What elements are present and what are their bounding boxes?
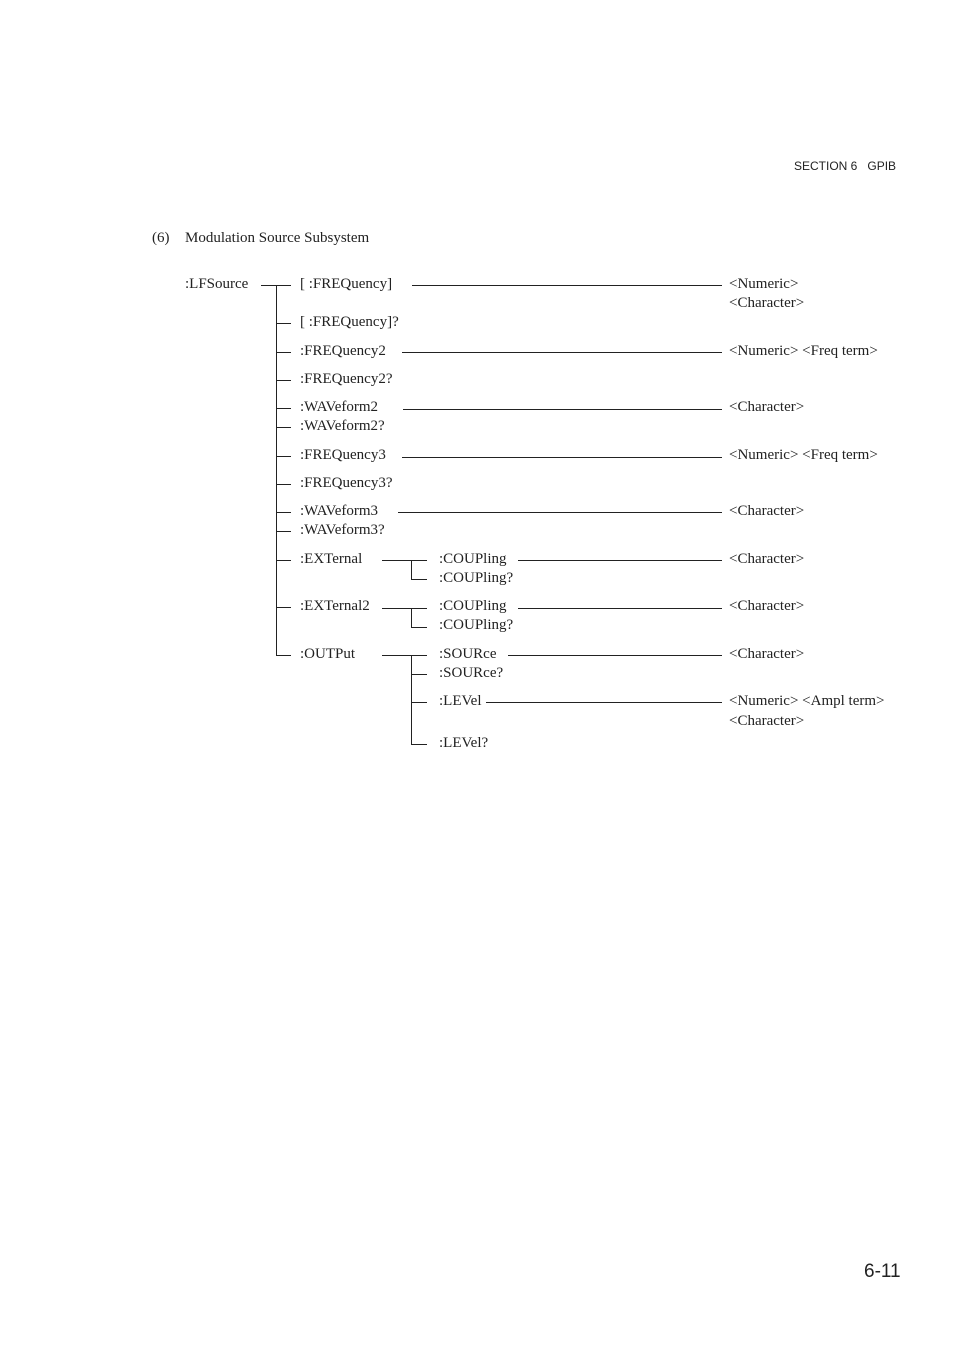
leader-line [508, 655, 722, 656]
stub [276, 512, 291, 513]
branch [411, 560, 412, 579]
param-numeric-freq: <Numeric> <Freq term> [729, 343, 878, 359]
bracket-close: ] [387, 276, 393, 292]
node-external: :EXTernal [300, 551, 363, 567]
bracket-open: [ [300, 314, 305, 330]
stub [276, 560, 291, 561]
stub [276, 380, 291, 381]
connector [382, 608, 427, 609]
stub [411, 744, 427, 745]
param-character: <Character> [729, 646, 805, 662]
leader-line [412, 285, 722, 286]
stub [276, 531, 291, 532]
connector [382, 560, 427, 561]
param-numeric: <Numeric> [729, 276, 799, 292]
node-waveform3: :WAVeform3 [300, 503, 379, 519]
node-coupling: :COUPling [439, 551, 507, 567]
leader-line [403, 409, 722, 410]
connector [382, 655, 427, 656]
leader-line [486, 702, 722, 703]
stub [411, 702, 427, 703]
stub [276, 607, 291, 608]
stub [276, 655, 291, 656]
stub [411, 627, 427, 628]
running-header [794, 159, 896, 173]
node-external2: :EXTernal2 [300, 598, 370, 614]
param-character: <Character> [729, 295, 805, 311]
leader-line [518, 608, 722, 609]
node-frequency2: :FREQuency2 [300, 343, 386, 359]
node-output: :OUTPut [300, 646, 356, 662]
node-coupling-2-query: :COUPling? [439, 617, 514, 633]
stub [411, 579, 427, 580]
root-node: :LFSource [185, 276, 249, 292]
leader-line [398, 512, 722, 513]
stub [411, 674, 427, 675]
node-waveform2: :WAVeform2 [300, 399, 379, 415]
page-number: 6-11 [864, 1261, 901, 1282]
stub [276, 484, 291, 485]
stub [276, 427, 291, 428]
leader-line [402, 352, 722, 353]
param-character: <Character> [729, 713, 805, 729]
node-waveform2-query: :WAVeform2? [300, 418, 385, 434]
trunk [276, 285, 277, 655]
node-level-query: :LEVel? [439, 735, 489, 751]
section-title: Modulation Source Subsystem [185, 230, 370, 246]
branch [411, 608, 412, 627]
node-frequency [300, 277, 392, 292]
node-label: :FREQuency]? [308, 314, 399, 330]
leader-line [402, 457, 722, 458]
param-character: <Character> [729, 551, 805, 567]
branch [411, 655, 412, 744]
section-topic: GPIB [867, 159, 897, 173]
param-numeric-ampl: <Numeric> <Ampl term> [729, 693, 885, 709]
stub [276, 323, 291, 324]
node-level: :LEVel [439, 693, 482, 709]
node-frequency3: :FREQuency3 [300, 447, 386, 463]
node-frequency-query [300, 315, 399, 330]
stub [276, 456, 291, 457]
param-character: <Character> [729, 399, 805, 415]
param-numeric-freq: <Numeric> <Freq term> [729, 447, 878, 463]
stub [276, 408, 291, 409]
node-waveform3-query: :WAVeform3? [300, 522, 385, 538]
stub [276, 352, 291, 353]
section-label: SECTION 6 [794, 159, 858, 173]
param-character: <Character> [729, 503, 805, 519]
node-coupling-query: :COUPling? [439, 570, 514, 586]
node-coupling-2: :COUPling [439, 598, 507, 614]
bracket-open: [ [300, 276, 305, 292]
section-number: (6) [152, 230, 170, 246]
node-label: :FREQuency [308, 276, 388, 292]
param-character: <Character> [729, 598, 805, 614]
node-frequency3-query: :FREQuency3? [300, 475, 393, 491]
node-source: :SOURce [439, 646, 497, 662]
leader-line [518, 560, 722, 561]
node-source-query: :SOURce? [439, 665, 504, 681]
node-frequency2-query: :FREQuency2? [300, 371, 393, 387]
